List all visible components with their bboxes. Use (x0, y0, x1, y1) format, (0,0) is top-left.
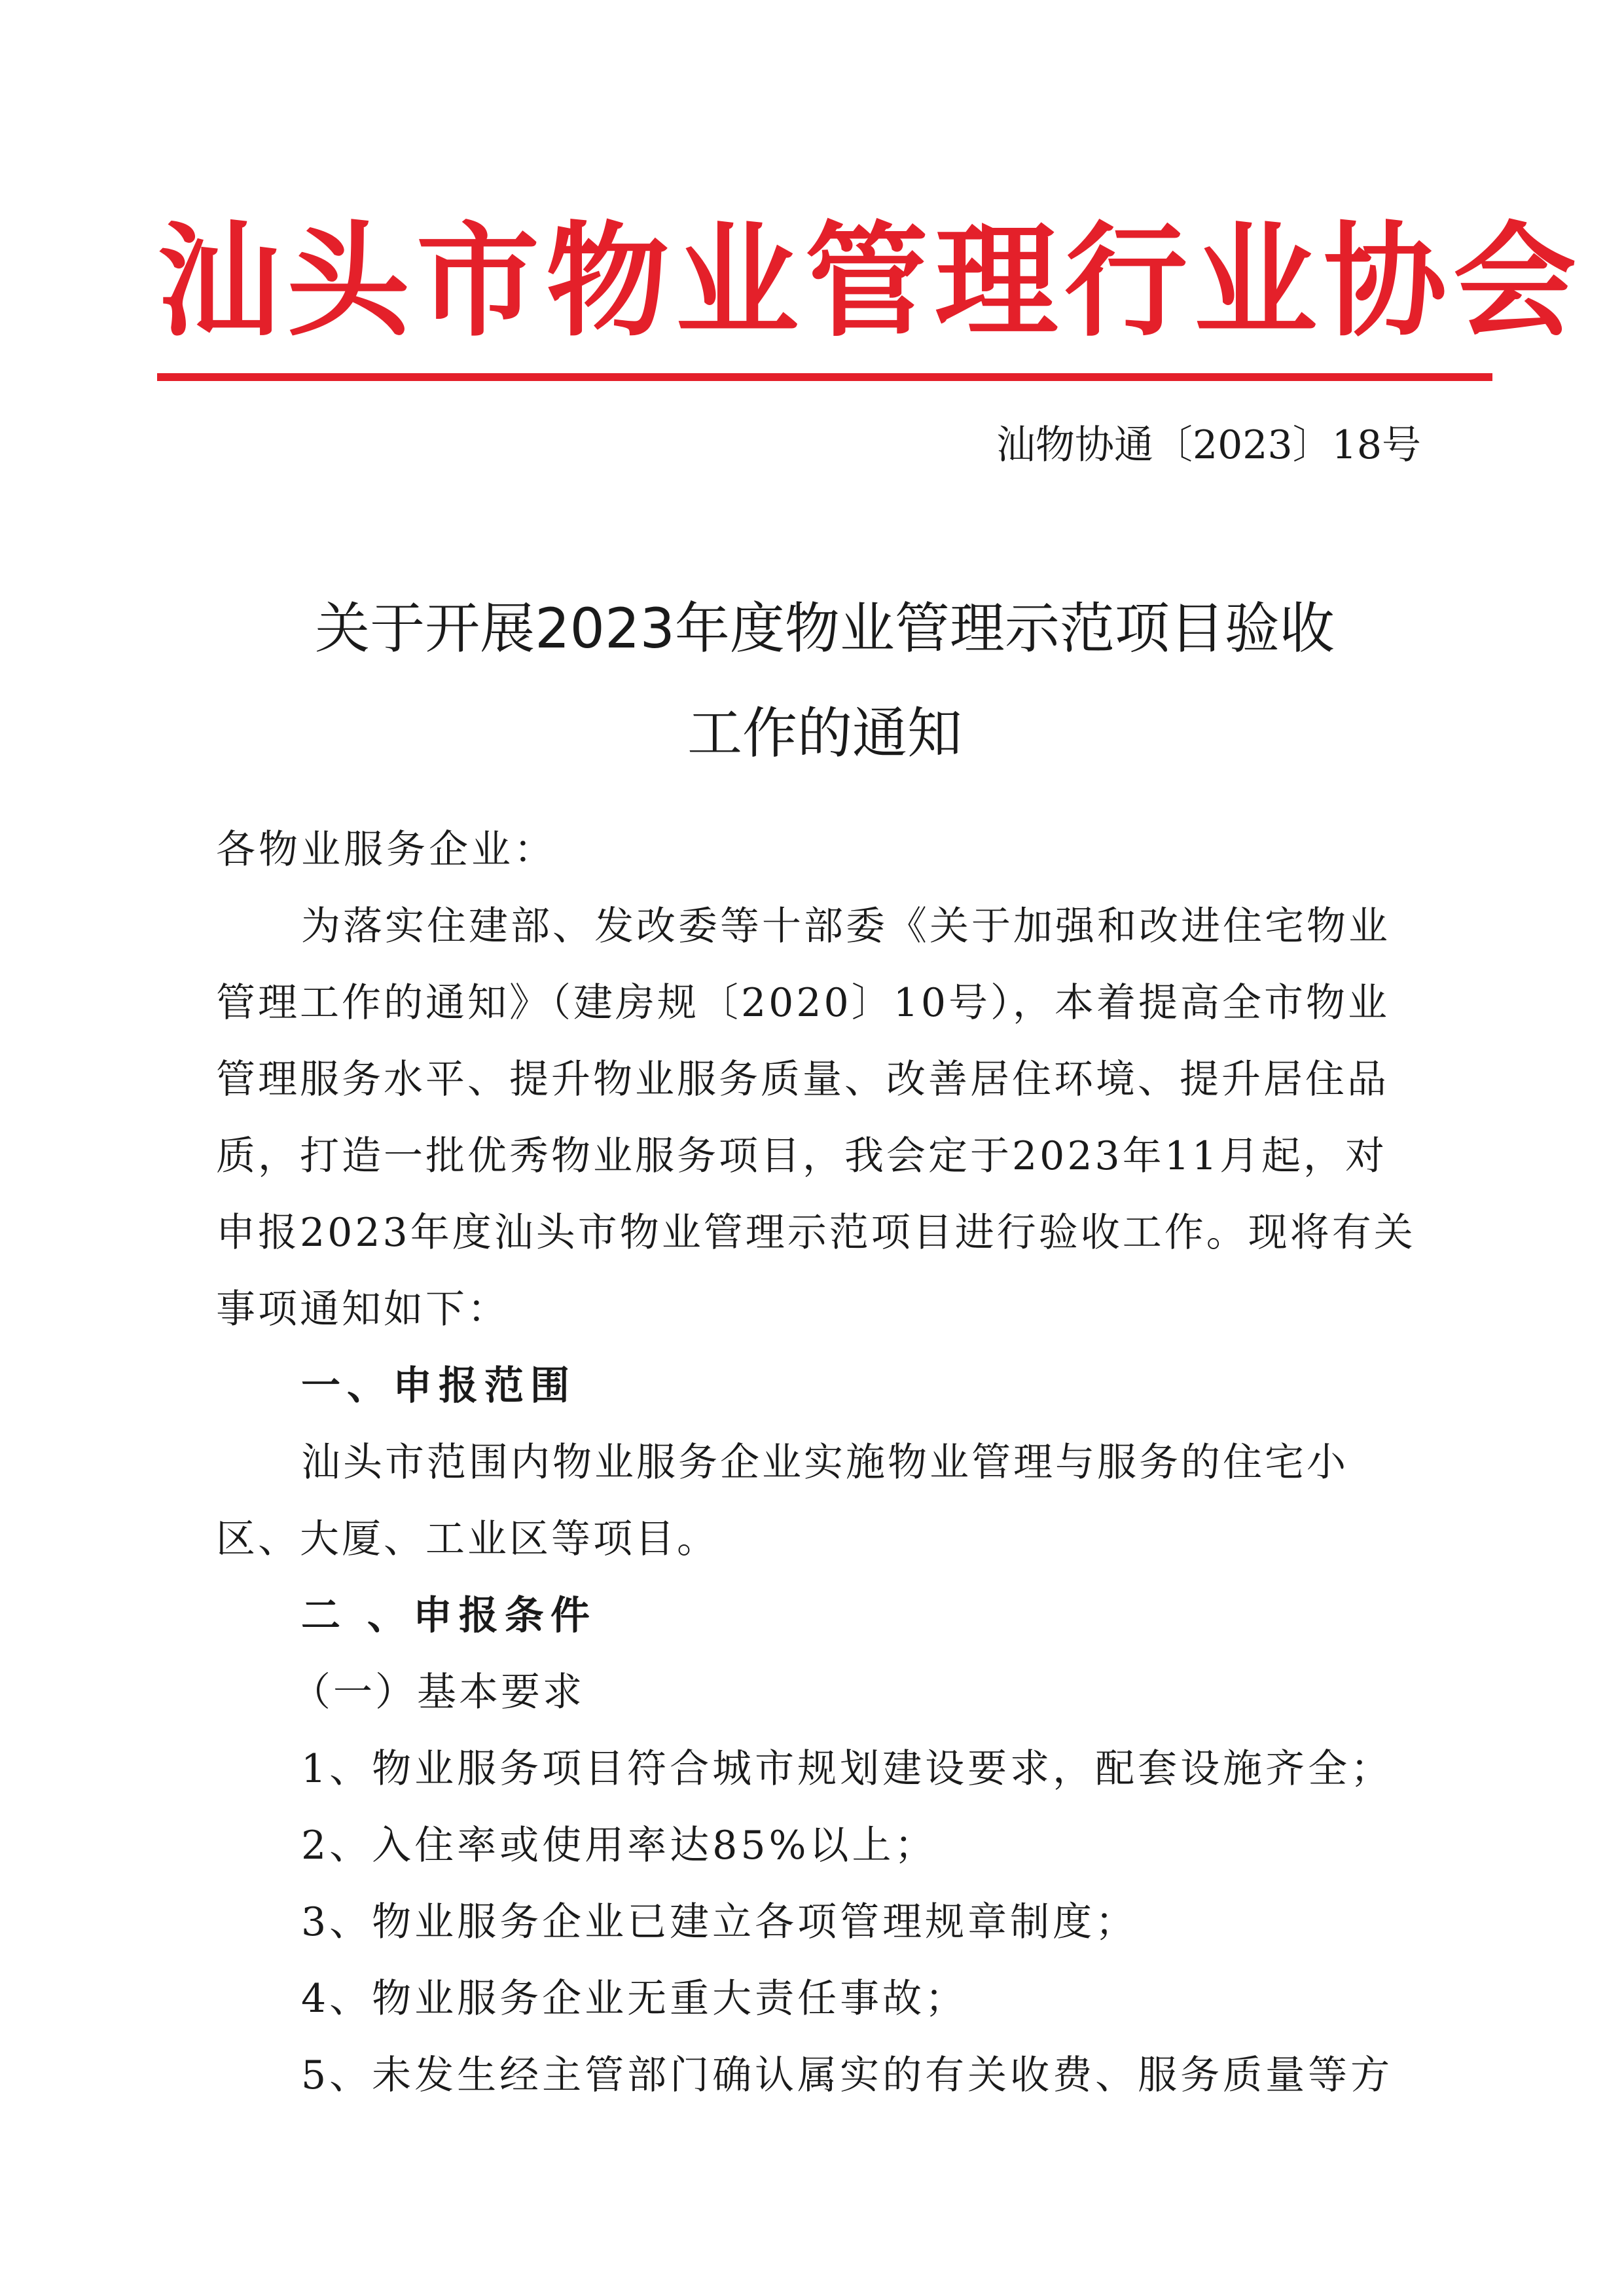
subsection-heading-basic: （一）基本要求 (291, 1669, 585, 1715)
list-item: 4、物业服务企业无重大责任事故； (301, 1976, 968, 2022)
section-heading-scope: 一、申报范围 (301, 1363, 576, 1409)
list-item: 5、未发生经主管部门确认属实的有关收费、服务质量等方 (301, 2052, 1394, 2098)
org-letterhead-title: 汕头市物业管理行业协会 (157, 209, 1583, 354)
list-item: 3、物业服务企业已建立各项管理规章制度； (301, 1899, 1138, 1945)
notice-body (216, 812, 1427, 2114)
letterhead-red-rule (157, 373, 1492, 381)
list-item: 2、入住率或使用率达85%以上； (301, 1823, 937, 1868)
notice-title (157, 576, 1492, 786)
list-item: 1、物业服务项目符合城市规划建设要求，配套设施齐全； (301, 1746, 1394, 1792)
scope-paragraph: 汕头市范围内物业服务企业实施物业管理与服务的住宅小区、大厦、工业区等项目。 (216, 1440, 1348, 1562)
notice-title-line-1: 关于开展2023年度物业管理示范项目验收 (315, 596, 1335, 661)
salutation: 各物业服务企业： (216, 827, 556, 873)
section-heading-conditions: 二 、申报条件 (301, 1593, 596, 1639)
document-number: 汕物协通〔2023〕18号 (996, 422, 1421, 468)
intro-paragraph: 为落实住建部、发改委等十部委《关于加强和改进住宅物业管理工作的通知》（建房规〔2020〕10号），本着提高全市物业管理服务水平、提升物业服务质量、改善居住环境、提升居住品质，打造一批优秀物业服务项目，我会定于2023年11月起，对申报2023年度汕头市物业管理示范项目进行验收工作。现将有关事项通知如下： (216, 903, 1416, 1332)
notice-title-line-2: 工作的通知 (687, 701, 962, 765)
